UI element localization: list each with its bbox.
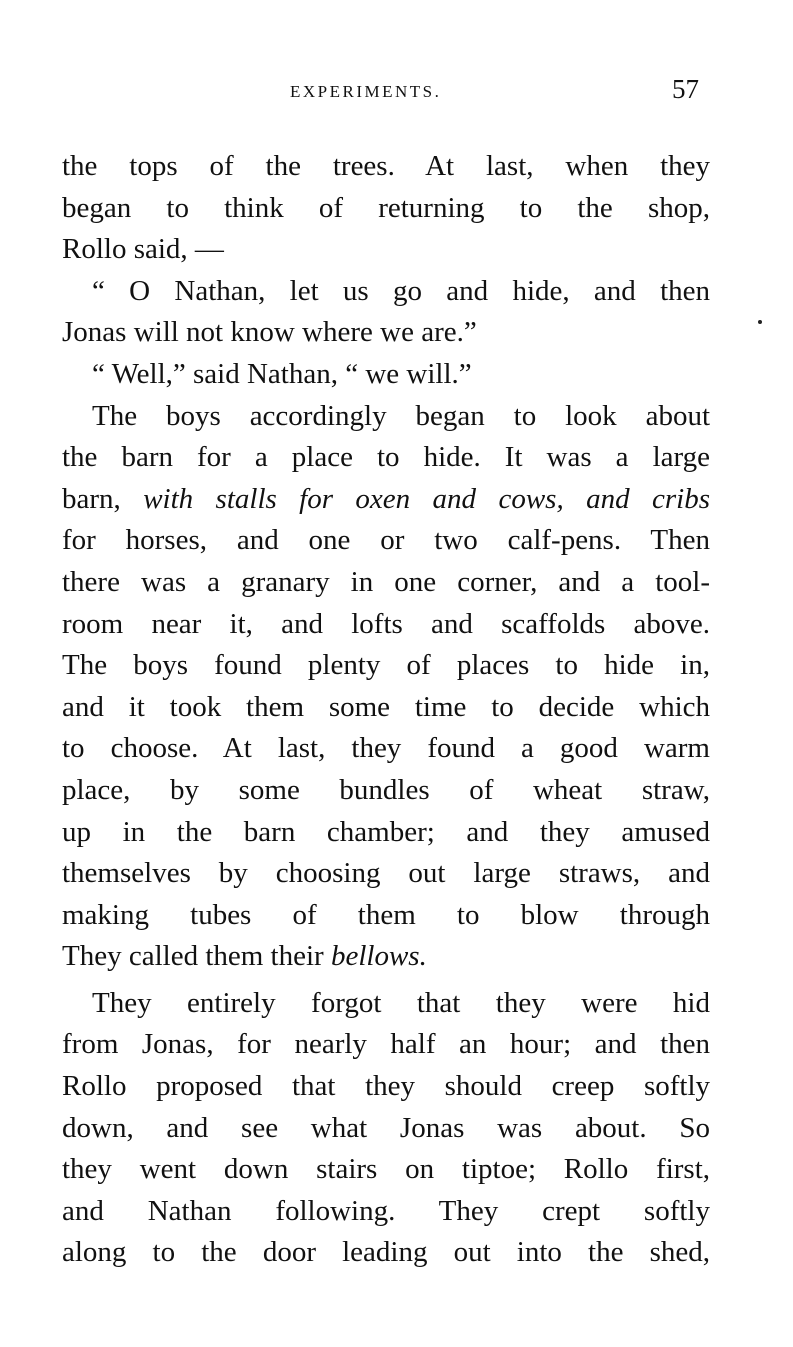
paragraph-1 <box>62 146 710 271</box>
italic-text: bellows. <box>330 940 427 973</box>
text-line: Rollo said, — <box>62 233 224 266</box>
text-line: there was a granary in one corner, and a tool- <box>62 565 710 598</box>
text-line: making tubes of them to blow through <box>62 898 710 931</box>
text-line: “ Well,” said Nathan, “ we will.” <box>92 357 472 390</box>
text-line: along to the door leading out into the shed, <box>62 1236 710 1269</box>
text-line: and Nathan following. They crept softly <box>62 1194 710 1227</box>
text-line: and it took them some time to decide which <box>62 690 710 723</box>
text-line: began to think of returning to the shop, <box>62 191 710 224</box>
text-line: “ O Nathan, let us go and hide, and then <box>92 274 710 307</box>
paragraph-2 <box>62 271 710 354</box>
running-head: EXPERIMENTS. <box>290 82 442 101</box>
text-line: Jonas will not know where we are.” <box>62 316 477 349</box>
paragraph-4 <box>62 396 710 978</box>
text-line <box>62 479 710 521</box>
text-line: They entirely forgot that they were hid <box>92 986 710 1019</box>
text-line: the tops of the trees. At last, when they <box>62 150 710 182</box>
text-segment: barn, <box>62 482 144 515</box>
paragraph-3 <box>62 354 710 396</box>
text-line: up in the barn chamber; and they amused <box>62 815 710 848</box>
text-line: the barn for a place to hide. It was a large <box>62 441 710 474</box>
paragraph-5 <box>62 983 710 1274</box>
text-line: down, and see what Jonas was about. So <box>62 1111 710 1144</box>
text-line: The boys accordingly began to look about <box>92 399 710 432</box>
text-line <box>62 936 710 978</box>
text-line: room near it, and lofts and scaffolds above. <box>62 607 710 640</box>
text-line: to choose. At last, they found a good warm <box>62 732 710 765</box>
text-line: place, by some bundles of wheat straw, <box>62 773 710 806</box>
text-line: Rollo proposed that they should creep softly <box>62 1070 710 1103</box>
text-line: The boys found plenty of places to hide in, <box>62 649 710 682</box>
text-segment: They called them their <box>62 940 331 973</box>
text-line: for horses, and one or two calf-pens. Then <box>62 524 710 557</box>
text-line: from Jonas, for nearly half an hour; and then <box>62 1028 710 1061</box>
ink-speck <box>758 320 762 324</box>
body-text <box>62 146 710 1274</box>
italic-text: with stalls for oxen and cows, and cribs <box>143 482 710 515</box>
page-number: 57 <box>672 74 699 104</box>
text-line: themselves by choosing out large straws, and <box>62 857 710 890</box>
text-line: they went down stairs on tiptoe; Rollo first, <box>62 1153 710 1186</box>
